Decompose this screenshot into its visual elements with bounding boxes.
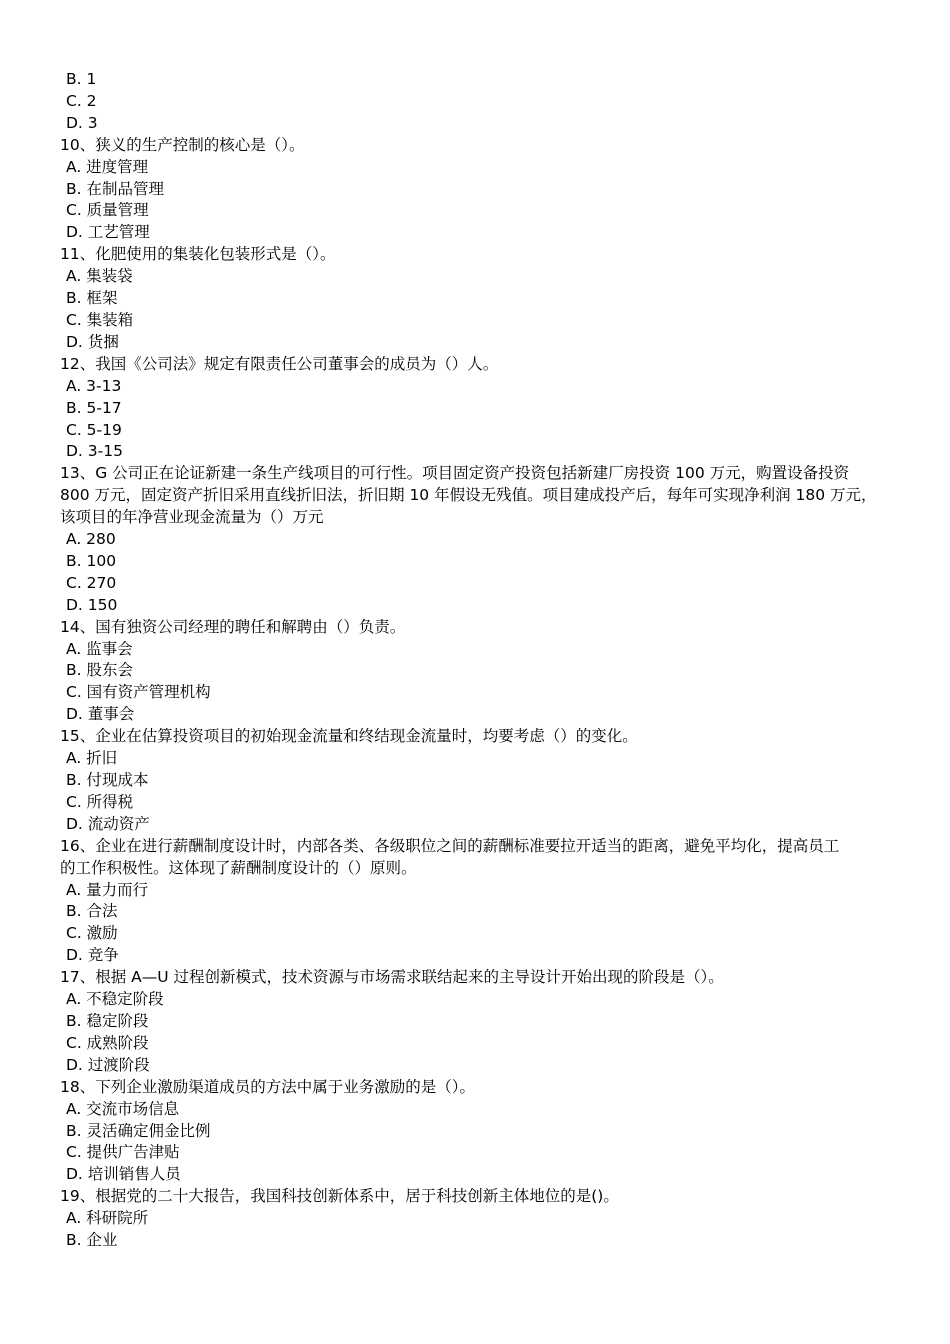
answer-option: C. 成熟阶段 — [66, 1033, 149, 1052]
question-text: 10、狭义的生产控制的核心是（）。 — [60, 135, 305, 154]
answer-option: B. 框架 — [66, 289, 118, 308]
answer-option: A. 科研院所 — [66, 1209, 149, 1228]
answer-option: B. 1 — [66, 70, 97, 88]
answer-option: B. 稳定阶段 — [66, 1011, 149, 1030]
question-text: 17、根据 A—U 过程创新模式，技术资源与市场需求联结起来的主导设计开始出现的阶段是（）。 — [60, 968, 724, 987]
answer-option: A. 折旧 — [66, 749, 118, 768]
answer-option: C. 激励 — [66, 924, 118, 943]
answer-option: A. 进度管理 — [66, 157, 149, 176]
answer-option: D. 流动资产 — [66, 814, 150, 833]
answer-option: C. 提供广告津贴 — [66, 1143, 180, 1162]
answer-option: D. 培训销售人员 — [66, 1165, 181, 1184]
answer-option: B. 股东会 — [66, 661, 133, 680]
answer-option: B. 合法 — [66, 902, 118, 921]
answer-option: C. 2 — [66, 91, 97, 110]
answer-option: D. 150 — [66, 595, 118, 614]
answer-option: B. 在制品管理 — [66, 179, 164, 198]
answer-option: B. 灵活确定佣金比例 — [66, 1121, 211, 1140]
answer-option: D. 竞争 — [66, 946, 119, 965]
answer-option: A. 不稳定阶段 — [66, 990, 164, 1009]
question-text: 18、下列企业激励渠道成员的方法中属于业务激励的是（）。 — [60, 1077, 475, 1096]
answer-option: D. 过渡阶段 — [66, 1055, 150, 1074]
answer-option: D. 3 — [66, 113, 98, 132]
answer-option: D. 董事会 — [66, 705, 135, 724]
answer-option: A. 3-13 — [66, 376, 122, 395]
question-text: 14、国有独资公司经理的聘任和解聘由（）负责。 — [60, 617, 406, 636]
question-text: 该项目的年净营业现金流量为（）万元 — [60, 508, 324, 527]
question-text: 13、G 公司正在论证新建一条生产线项目的可行性。项目固定资产投资包括新建厂房投资 100 万元，购置设备投资 — [60, 464, 850, 483]
question-text: 12、我国《公司法》规定有限责任公司董事会的成员为（）人。 — [60, 354, 499, 373]
answer-option: C. 270 — [66, 573, 117, 592]
answer-option: C. 国有资产管理机构 — [66, 683, 211, 702]
answer-option: C. 质量管理 — [66, 201, 149, 220]
answer-option: C. 集装箱 — [66, 310, 134, 329]
exam-document — [0, 69, 950, 1252]
answer-option: A. 集装袋 — [66, 267, 133, 286]
answer-option: B. 企业 — [66, 1231, 118, 1250]
answer-option: B. 100 — [66, 551, 117, 570]
answer-option: D. 货捆 — [66, 332, 119, 351]
answer-option: A. 交流市场信息 — [66, 1099, 180, 1118]
question-text: 800 万元，固定资产折旧采用直线折旧法，折旧期 10 年假设无残值。项目建成投产后，每年可实现净利润 180 万元， — [60, 486, 877, 505]
question-text: 的工作积极性。这体现了薪酬制度设计的（）原则。 — [60, 858, 417, 877]
answer-option: D. 工艺管理 — [66, 223, 150, 242]
question-text: 19、根据党的二十大报告，我国科技创新体系中，居于科技创新主体地位的是()。 — [60, 1187, 619, 1206]
question-text: 16、企业在进行薪酬制度设计时，内部各类、各级职位之间的薪酬标准要拉开适当的距离，避免平均化，提高员工 — [60, 836, 840, 855]
answer-option: B. 付现成本 — [66, 771, 149, 789]
answer-option: A. 量力而行 — [66, 880, 149, 899]
question-text: 15、企业在估算投资项目的初始现金流量和终结现金流量时，均要考虑（）的变化。 — [60, 727, 638, 746]
answer-option: C. 5-19 — [66, 420, 122, 439]
answer-option: A. 280 — [66, 530, 116, 549]
answer-option: A. 监事会 — [66, 639, 133, 658]
answer-option: D. 3-15 — [66, 442, 123, 461]
question-text: 11、化肥使用的集装化包装形式是（）。 — [60, 245, 336, 264]
answer-option: C. 所得税 — [66, 792, 134, 811]
answer-option: B. 5-17 — [66, 398, 122, 417]
